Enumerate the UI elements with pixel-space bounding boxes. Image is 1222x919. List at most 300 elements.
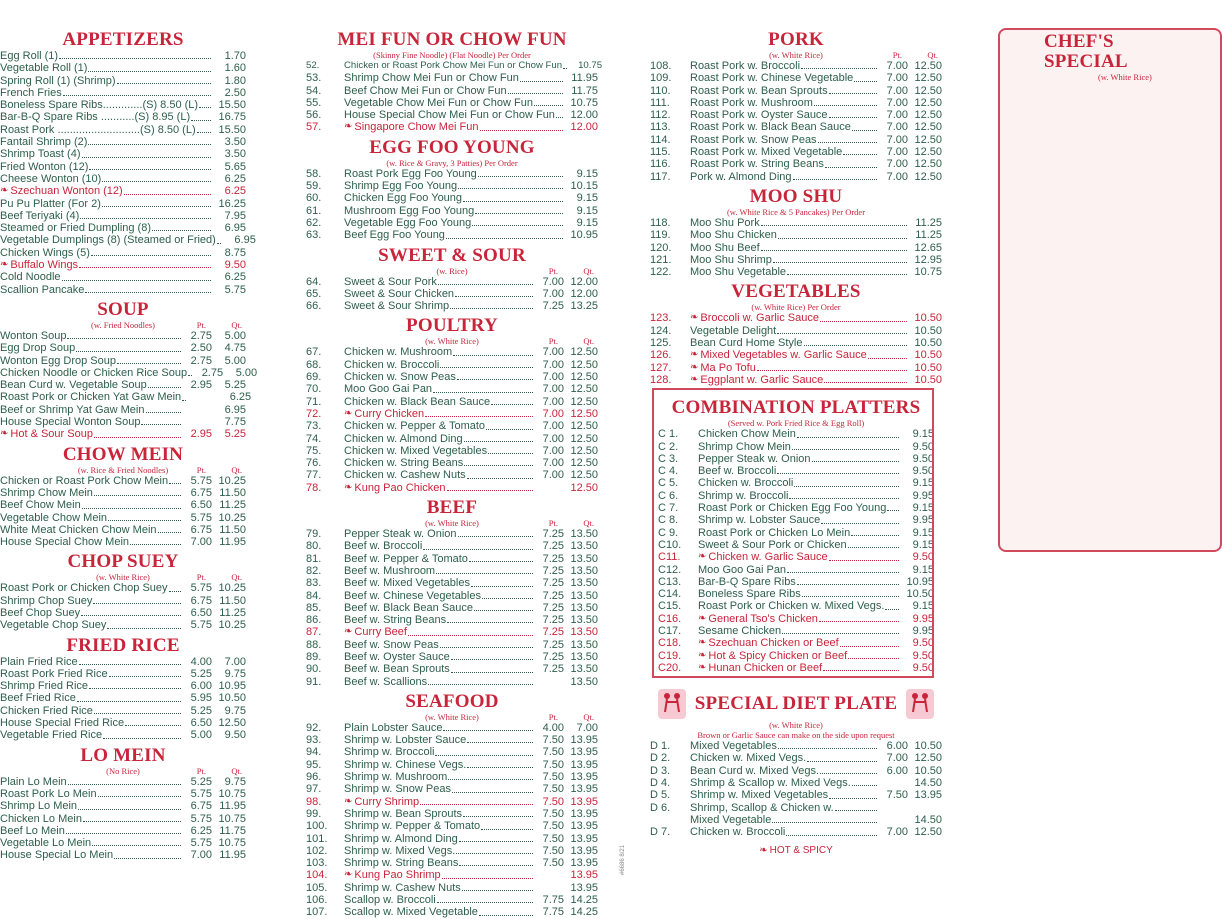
- item-number: 59.: [306, 180, 322, 193]
- price-quart: 10.50: [914, 740, 942, 753]
- item-name: Bar-B-Q Spare Ribs: [698, 575, 796, 588]
- item-name: Shrimp w. Mixed Vegetables: [690, 789, 829, 802]
- price-quart: 12.50: [914, 158, 942, 171]
- quart-label: Qt.: [231, 464, 242, 475]
- item-name: Chicken or Roast Pork Chow Mein: [0, 474, 169, 487]
- dot-leader: [467, 767, 533, 768]
- price-quart: 12.50: [914, 133, 942, 146]
- item-name: Roast Pork w. Black Bean Sauce: [690, 121, 851, 134]
- item-number: 86.: [306, 614, 322, 627]
- section-subtitle-text: (w. White Rice): [425, 518, 479, 529]
- item-name: Eggplant w. Garlic Sauce: [700, 373, 824, 386]
- dot-leader: [89, 169, 211, 170]
- item-name: Beef w. Black Bean Sauce: [344, 601, 474, 614]
- menu-item: [650, 85, 942, 97]
- price-quart: 9.15: [912, 538, 934, 551]
- price-quart: 6.95: [234, 234, 256, 247]
- menu-item: [306, 602, 598, 614]
- item-number: C16.: [658, 612, 682, 625]
- item-number: 113.: [650, 121, 671, 134]
- section-title-pork: PORK: [768, 29, 824, 50]
- section-subtitle-2: Brown or Garlic Sauce can make on the side upon request: [697, 730, 895, 741]
- dot-leader: [761, 225, 907, 226]
- item-name: Beef Lo Mein: [0, 824, 65, 837]
- price-pint: 7.00: [886, 72, 908, 85]
- menu-item: [0, 512, 246, 524]
- dot-leader: [420, 804, 533, 805]
- section-title-egg-foo-young: EGG FOO YOUNG: [369, 136, 535, 158]
- dot-leader: [843, 154, 877, 155]
- item-name: Boneless Spare Ribs: [698, 588, 801, 601]
- item-name: Shrimp w. Pepper & Tomato: [344, 820, 481, 833]
- price-pint: 7.25: [542, 552, 564, 565]
- price-quart: 11.95: [219, 800, 246, 813]
- menu-item: [0, 247, 246, 259]
- item-number: D 5.: [650, 789, 671, 802]
- item-name: Shrimp w. Mixed Vegs.: [344, 844, 456, 857]
- dot-leader: [79, 664, 181, 665]
- menu-item: [0, 680, 246, 692]
- price-pint: 5.75: [190, 511, 212, 524]
- item-number: 102.: [306, 844, 328, 857]
- price-quart: 10.50: [914, 337, 942, 350]
- item-number: C17.: [658, 624, 682, 637]
- price-quart: 9.95: [912, 624, 934, 637]
- price-quart: 10.75: [218, 837, 246, 850]
- menu-item: [0, 800, 246, 812]
- menu-item: [0, 499, 246, 511]
- menu-item: [306, 168, 598, 180]
- menu-item: [306, 408, 598, 420]
- menu-item: [0, 607, 246, 619]
- item-name: Sweet & Sour Shrimp: [344, 300, 450, 313]
- menu-item: [650, 254, 942, 266]
- dot-leader: [556, 117, 563, 118]
- item-number: 125.: [650, 337, 672, 350]
- item-number: 109.: [650, 72, 672, 85]
- menu-item: [0, 136, 246, 148]
- item-name: Beef w. Snow Peas: [344, 638, 439, 651]
- item-name: Shrimp w. Bean Sprouts: [344, 807, 463, 820]
- menu-item: [306, 833, 598, 845]
- menu-item: [650, 158, 942, 170]
- price-quart: 13.50: [570, 638, 598, 651]
- item-number: D 2.: [650, 752, 671, 765]
- item-number: C 5.: [658, 477, 679, 490]
- menu-item: [306, 796, 598, 808]
- hot-pepper-icon: ❧: [690, 361, 699, 373]
- item-number: 114.: [650, 133, 671, 146]
- item-name: Shrimp w. Cashew Nuts: [344, 881, 461, 894]
- price-quart: 12.95: [914, 253, 942, 266]
- dot-leader: [83, 821, 181, 822]
- price-quart: 13.50: [570, 614, 598, 627]
- hot-spicy-legend: [650, 845, 942, 856]
- item-number: 117.: [650, 170, 671, 183]
- menu-item: [650, 266, 942, 278]
- price-quart: 14.25: [570, 906, 598, 919]
- price-pint: 7.00: [542, 358, 564, 371]
- item-name: Chicken w. String Beans: [344, 457, 464, 470]
- item-name: Shrimp w. Lobster Sauce: [698, 514, 821, 527]
- price-quart: 10.50: [914, 312, 942, 325]
- dot-leader: [452, 792, 533, 793]
- item-number: C15.: [658, 600, 682, 613]
- price-pint: 5.75: [190, 582, 212, 595]
- item-name: Pu Pu Platter (For 2): [0, 197, 101, 210]
- price-pint: 2.95: [190, 379, 212, 392]
- item-name: Chicken Chow Mein: [698, 428, 796, 441]
- price-quart: 8.75: [224, 246, 246, 259]
- price-pint: 7.50: [542, 807, 564, 820]
- menu-item: [0, 379, 246, 391]
- section-title-vegetables: VEGETABLES: [731, 281, 861, 303]
- price-quart: 12.50: [914, 109, 942, 122]
- hot-pepper-icon: ❧: [344, 121, 353, 133]
- menu-item: [0, 524, 246, 536]
- quart-label: Qt.: [583, 518, 594, 529]
- hot-pepper-icon: ❧: [690, 312, 699, 324]
- item-number: 121.: [650, 253, 672, 266]
- dot-leader: [456, 853, 533, 854]
- dot-leader: [81, 615, 181, 616]
- item-number: 74.: [306, 432, 322, 445]
- item-number: 122.: [650, 266, 672, 279]
- item-name: Chicken w. Mixed Vegetables: [344, 444, 488, 457]
- dot-leader: [778, 238, 907, 239]
- price-pint: 6.00: [886, 764, 908, 777]
- item-name: Moo Shu Vegetable: [690, 266, 787, 279]
- dot-leader: [787, 274, 907, 275]
- price-quart: 5.00: [224, 329, 246, 342]
- hot-pepper-icon: ❧: [344, 407, 353, 419]
- price-pint: 6.75: [190, 594, 212, 607]
- price-quart: 9.15: [912, 502, 934, 515]
- item-name: Roast Pork w. Chinese Vegetable: [690, 72, 854, 85]
- menu-item: [306, 663, 598, 675]
- menu-item: [650, 325, 942, 337]
- hot-pepper-icon: ❧: [698, 551, 707, 563]
- dot-leader: [508, 93, 563, 94]
- price-pint: 7.50: [542, 832, 564, 845]
- menu-item: [650, 242, 942, 254]
- price-quart: 5.75: [224, 283, 246, 296]
- price-quart: 10.95: [570, 229, 598, 242]
- dot-leader: [459, 841, 533, 842]
- price-quart: 6.25: [229, 391, 252, 404]
- dot-leader: [408, 635, 533, 636]
- item-name: Scallop w. Mixed Vegetable: [344, 906, 478, 919]
- item-number: C19.: [658, 649, 682, 662]
- dot-leader: [59, 58, 211, 59]
- dot-leader: [451, 659, 533, 660]
- price-pint: 7.00: [542, 469, 564, 482]
- item-name: Beef Teriyaki (4): [0, 209, 80, 222]
- item-name: Curry Beef: [354, 626, 407, 639]
- quart-label: Qt.: [583, 265, 594, 276]
- section-subtitle-text: (w. White Rice): [96, 572, 150, 583]
- price-pint: 6.50: [190, 499, 212, 512]
- item-name: Mixed Vegetable: [690, 813, 772, 826]
- dot-leader: [818, 142, 877, 143]
- item-name: Kung Pao Shrimp: [354, 869, 441, 882]
- item-name: Vegetable Roll (1): [0, 62, 88, 75]
- item-number: 72.: [306, 407, 322, 420]
- item-name: Vegetable Delight: [690, 324, 777, 337]
- item-number: 93.: [306, 734, 322, 747]
- price-pint: 6.50: [190, 717, 212, 730]
- price-quart: 9.15: [912, 600, 934, 613]
- item-name: Chicken w. Broccoli: [690, 826, 786, 839]
- hot-pepper-icon: ❧: [0, 259, 9, 271]
- price-pint: 7.00: [542, 275, 564, 288]
- price-pint: 7.00: [542, 457, 564, 470]
- item-number: C14.: [658, 588, 682, 601]
- legend-text: HOT & SPICY: [769, 844, 833, 856]
- price-pint: 7.00: [886, 60, 908, 72]
- item-number: 90.: [306, 663, 322, 676]
- menu-item: [0, 619, 246, 631]
- menu-item: [650, 752, 942, 764]
- item-name: Vegetable Chow Mei Fun or Chow Fun: [344, 96, 533, 109]
- item-number: 124.: [650, 324, 672, 337]
- price-quart: 10.25: [218, 582, 246, 595]
- item-number: D 6.: [650, 801, 671, 814]
- section-subtitle: [306, 158, 598, 168]
- price-quart: 9.75: [224, 704, 246, 717]
- item-name: Vegetable Lo Mein: [0, 837, 92, 850]
- price-quart: 11.95: [219, 536, 246, 549]
- price-pint: 7.25: [542, 614, 564, 627]
- price-pint: 5.25: [190, 704, 212, 717]
- item-name: Roast Pork Egg Foo Young: [344, 167, 477, 180]
- menu-item: [306, 109, 598, 121]
- menu-item: [650, 362, 942, 374]
- dot-leader: [199, 107, 211, 108]
- item-number: 64.: [306, 275, 322, 288]
- item-name: Chicken w. Mushroom: [344, 346, 453, 359]
- item-name: Beef or Shrimp Yat Gaw Mein: [0, 403, 145, 416]
- price-quart: 12.50: [914, 72, 942, 85]
- menu-item: [306, 553, 598, 565]
- price-quart: 16.25: [218, 197, 246, 210]
- price-quart: 7.95: [224, 209, 246, 222]
- item-name: Beef w. Oyster Sauce: [344, 650, 450, 663]
- price-pint: 2.95: [190, 428, 212, 441]
- menu-item: [306, 121, 598, 133]
- dot-leader: [188, 375, 192, 376]
- item-name: Beef Chow Mei Fun or Chow Fun: [344, 84, 507, 97]
- menu-item: [306, 808, 598, 820]
- menu-item: [0, 428, 246, 440]
- price-pint: 7.00: [886, 752, 908, 765]
- menu-item: [306, 540, 598, 552]
- item-name: Roast Pork Lo Mein: [0, 787, 97, 800]
- item-number: D 1.: [650, 740, 671, 753]
- item-number: 128.: [650, 373, 672, 386]
- item-number: 53.: [306, 72, 322, 85]
- pint-label: Pt.: [196, 464, 206, 475]
- menu-item: [650, 121, 942, 133]
- price-pint: 5.75: [190, 787, 212, 800]
- price-quart: 9.15: [912, 428, 934, 441]
- dot-leader: [563, 68, 567, 69]
- price-quart: 12.50: [570, 358, 598, 371]
- item-name: Chicken w. Cashew Nuts: [344, 469, 466, 482]
- dot-leader: [107, 628, 181, 629]
- menu-item: [0, 148, 246, 160]
- price-pint: 7.25: [542, 650, 564, 663]
- quart-label: Qt.: [231, 319, 242, 330]
- menu-item: [306, 217, 598, 229]
- hot-pepper-icon: ❧: [698, 637, 707, 649]
- menu-item: [306, 894, 598, 906]
- dot-leader: [761, 250, 907, 251]
- item-number: 88.: [306, 638, 322, 651]
- price-quart: 16.75: [218, 111, 246, 124]
- dot-leader: [98, 796, 181, 797]
- chefs-special-box: [998, 28, 1222, 552]
- price-quart: 13.95: [570, 807, 598, 820]
- item-number: 126.: [650, 349, 672, 362]
- dot-leader: [829, 93, 877, 94]
- menu-item: [306, 590, 598, 602]
- item-name: Egg Roll (1): [0, 50, 59, 62]
- menu-item: [0, 173, 246, 185]
- pint-label: Pt.: [548, 336, 558, 347]
- price-pint: 7.25: [542, 300, 564, 313]
- price-pint: 7.75: [542, 906, 564, 919]
- price-quart: 13.95: [570, 771, 598, 784]
- price-quart: 12.50: [570, 444, 598, 457]
- menu-item: [650, 337, 942, 349]
- item-name: Bar-B-Q Spare Ribs ...........(S) 8.95 (L): [0, 111, 191, 124]
- price-quart: 10.95: [906, 575, 934, 588]
- price-quart: 5.00: [235, 366, 258, 379]
- dot-leader: [117, 83, 211, 84]
- item-number: 80.: [306, 540, 322, 553]
- dot-leader: [462, 890, 533, 891]
- dot-leader: [868, 358, 907, 359]
- column-2: [306, 26, 603, 919]
- menu-item: [306, 857, 598, 869]
- item-number: 127.: [650, 361, 672, 374]
- item-number: 92.: [306, 721, 322, 734]
- item-number: 105.: [306, 881, 328, 894]
- menu-item: [306, 205, 598, 217]
- dot-leader: [852, 785, 877, 786]
- section-subtitle-text: (w. White Rice): [425, 711, 479, 722]
- hot-pepper-icon: ❧: [698, 649, 707, 661]
- section-title-appetizers: APPETIZERS: [62, 29, 184, 50]
- dot-leader: [141, 424, 181, 425]
- price-quart: 6.25: [224, 271, 246, 284]
- menu-item: [650, 802, 942, 814]
- menu-item: [650, 312, 942, 324]
- price-pint: 6.25: [190, 824, 212, 837]
- price-quart: 13.50: [570, 663, 598, 676]
- menu-item: [650, 217, 942, 229]
- dot-leader: [63, 95, 211, 96]
- menu-item: [0, 776, 246, 788]
- dot-leader: [488, 453, 533, 454]
- dot-leader: [88, 71, 211, 72]
- dot-leader: [80, 218, 211, 219]
- price-quart: 13.50: [570, 540, 598, 553]
- item-name: Roast Pork w. Mixed Vegetable: [690, 146, 843, 159]
- menu-item: [650, 109, 942, 121]
- hot-pepper-icon: ❧: [759, 844, 768, 856]
- section-title-chefs-special: CHEF'S SPECIAL: [1044, 31, 1128, 72]
- dot-leader: [534, 105, 563, 106]
- quart-label: Qt.: [583, 336, 594, 347]
- price-quart: 10.25: [218, 511, 246, 524]
- item-number: D 3.: [650, 764, 671, 777]
- hot-pepper-icon: ❧: [698, 612, 707, 624]
- item-name: Chicken or Roast Pork Chow Mei Fun or Chow Fun: [344, 60, 563, 71]
- item-name: Vegetable Egg Foo Young: [344, 216, 472, 229]
- price-pint: 7.50: [542, 783, 564, 796]
- section-title-seafood: SEAFOOD: [405, 690, 499, 712]
- item-name: Chicken w. Broccoli: [698, 477, 794, 490]
- price-pint: 7.00: [542, 287, 564, 300]
- dot-leader: [169, 591, 181, 592]
- dot-leader: [217, 243, 221, 244]
- combination-platters-box: [652, 388, 934, 678]
- item-name: Moo Shu Shrimp: [690, 253, 772, 266]
- item-name: Hunan Chicken or Beef: [708, 661, 823, 674]
- menu-item: [0, 416, 246, 428]
- dot-leader: [464, 465, 533, 466]
- item-name: Spring Roll (1) (Shrimp): [0, 74, 116, 87]
- price-quart: 9.50: [224, 729, 246, 742]
- price-quart: 13.50: [570, 675, 598, 688]
- item-name: Chicken Egg Foo Young: [344, 192, 463, 205]
- dot-leader: [448, 779, 533, 780]
- menu-item: [0, 259, 246, 271]
- dot-leader: [91, 255, 211, 256]
- section-subtitle: (w. White Rice): [1098, 72, 1152, 82]
- menu-item: [0, 656, 246, 668]
- price-quart: 11.75: [219, 824, 246, 837]
- price-quart: 10.50: [914, 764, 942, 777]
- dot-leader: [125, 725, 181, 726]
- price-quart: 10.50: [914, 361, 942, 374]
- price-quart: 12.50: [914, 96, 942, 109]
- item-number: 55.: [306, 96, 322, 109]
- section-subtitle: (w. White Rice): [769, 720, 823, 731]
- item-name: Bean Curd w. Mixed Vegs.: [690, 764, 820, 777]
- item-name: Beef w. Broccoli: [698, 465, 777, 478]
- item-name: Chicken Wings (5): [0, 246, 90, 259]
- menu-item: [650, 60, 942, 72]
- price-quart: 10.75: [218, 787, 246, 800]
- item-number: 75.: [306, 444, 322, 457]
- price-quart: 9.15: [912, 477, 934, 490]
- item-name: Shrimp w. Almond Ding: [344, 832, 458, 845]
- price-pint: 5.25: [190, 775, 212, 788]
- price-quart: 13.50: [570, 601, 598, 614]
- column-1: [0, 26, 258, 862]
- menu-item: [650, 777, 942, 789]
- item-number: 108.: [650, 60, 672, 72]
- dot-leader: [102, 206, 211, 207]
- section-title-moo-shu: MOO SHU: [749, 185, 843, 207]
- menu-item: [306, 906, 598, 918]
- price-quart: 13.50: [570, 577, 598, 590]
- menu-item: [306, 676, 598, 688]
- item-name: Beef Egg Foo Young: [344, 229, 445, 242]
